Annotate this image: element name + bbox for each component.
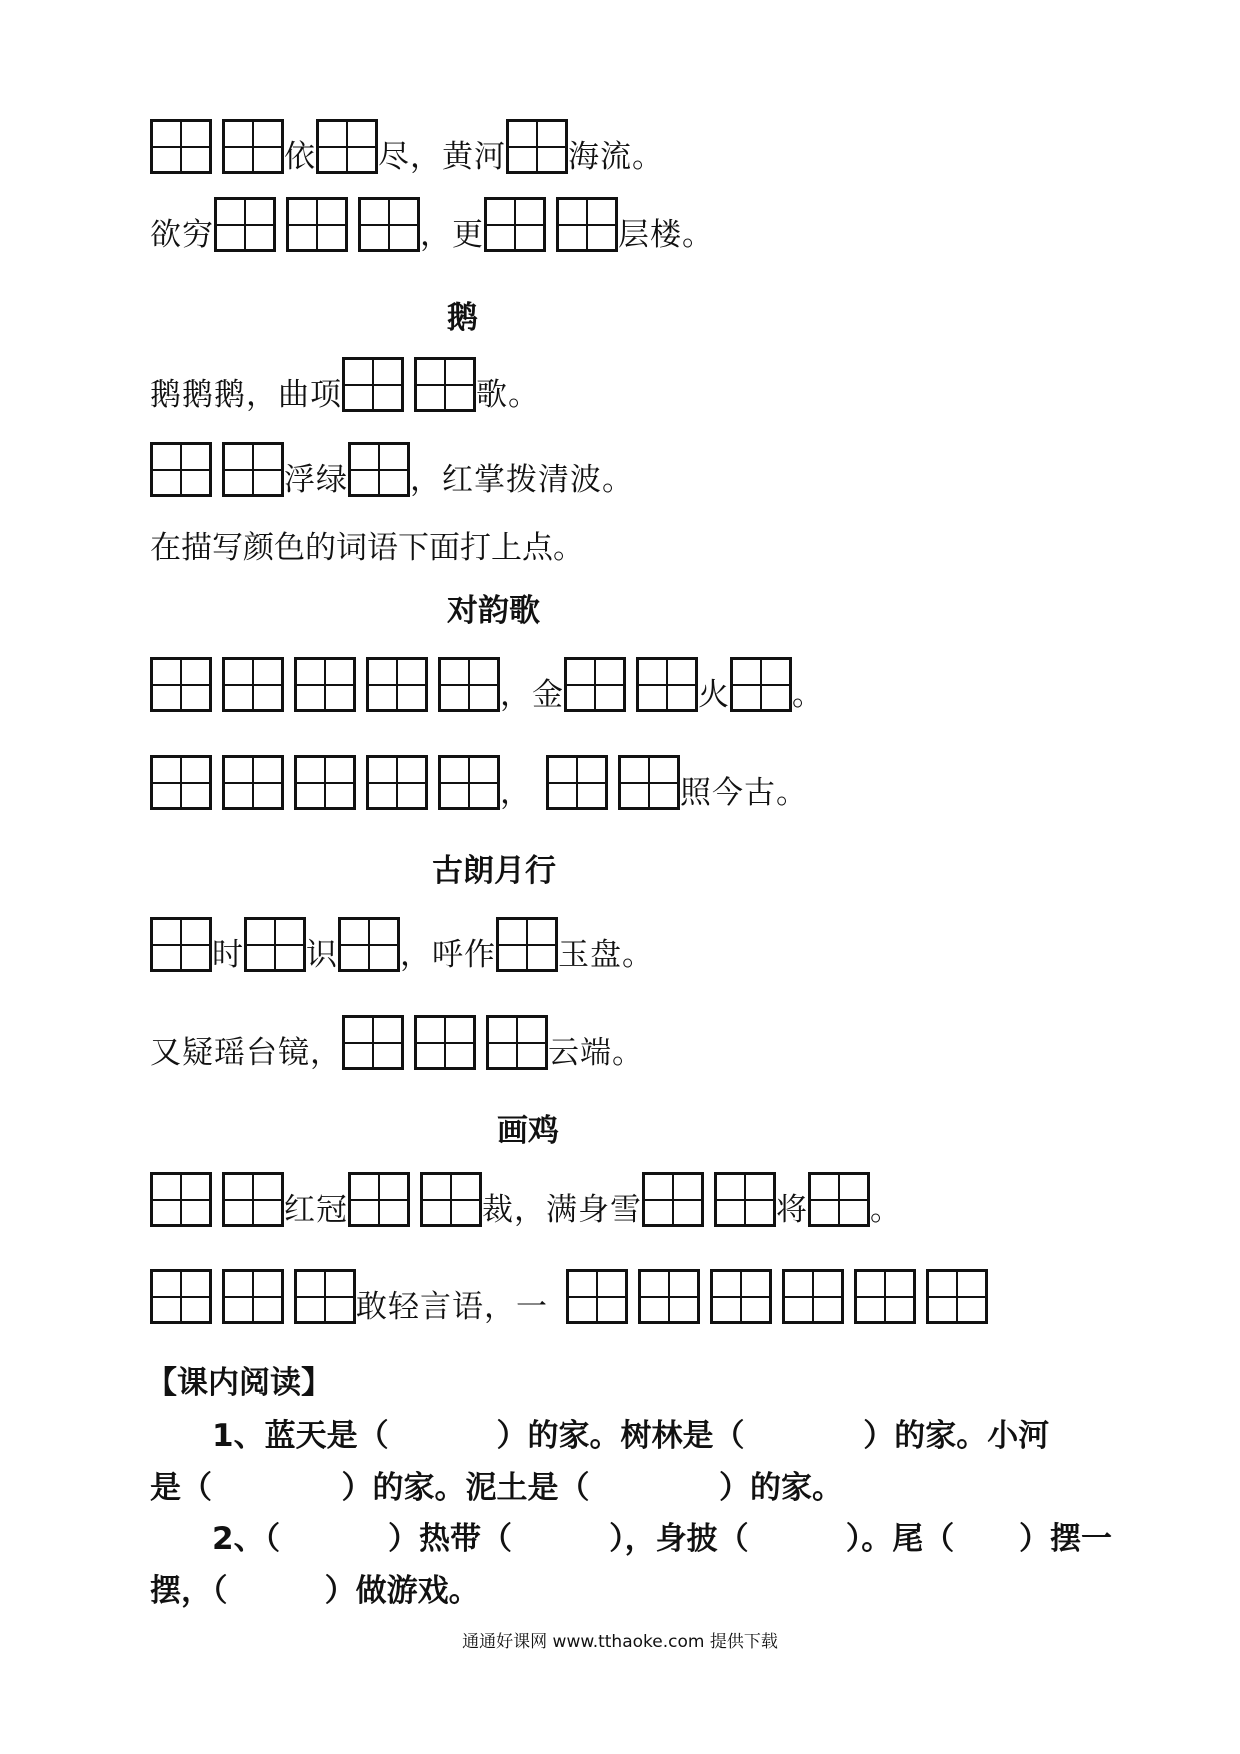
poem-text: 海流。 — [568, 139, 664, 175]
write-box[interactable] — [556, 197, 618, 252]
question-1-line1: 1、蓝天是（ ）的家。树林是（ ）的家。小河 — [212, 1418, 1050, 1454]
question-1-line2: 是（ ）的家。泥土是（ ）的家。 — [150, 1470, 844, 1506]
write-box[interactable] — [564, 657, 626, 712]
write-box[interactable] — [294, 755, 356, 810]
poem-title: 古朗月行 — [432, 853, 556, 889]
poem5-line2 — [150, 1262, 988, 1324]
write-box[interactable] — [414, 1015, 476, 1070]
poem-text: 敢轻言语，一 — [356, 1289, 548, 1325]
poem-text: ，红掌拨清波。 — [410, 462, 634, 498]
section-heading: 【课内阅读】 — [146, 1365, 332, 1401]
write-box[interactable] — [244, 917, 306, 972]
write-box[interactable] — [366, 657, 428, 712]
write-box[interactable] — [316, 119, 378, 174]
write-box[interactable] — [782, 1269, 844, 1324]
write-box[interactable] — [342, 357, 404, 412]
poem-text: ，呼作 — [400, 937, 496, 973]
write-box[interactable] — [926, 1269, 988, 1324]
write-box[interactable] — [150, 755, 212, 810]
poem-title: 鹅 — [447, 300, 478, 336]
write-box[interactable] — [358, 197, 420, 252]
poem-text: 。 — [870, 1192, 902, 1228]
write-box[interactable] — [420, 1172, 482, 1227]
poem-text: 时 — [212, 937, 244, 973]
write-box[interactable] — [546, 755, 608, 810]
instruction-text: 在描写颜色的词语下面打上点。 — [150, 530, 584, 566]
poem-text: 玉盘。 — [558, 937, 654, 973]
poem-text: 将 — [776, 1192, 808, 1228]
write-box[interactable] — [294, 657, 356, 712]
poem3-line1 — [150, 650, 824, 712]
question-2-line1: 2、（ ）热带（ ），身披（ ）。尾（ ）摆一 — [212, 1521, 1113, 1557]
poem-text: 歌。 — [476, 377, 540, 413]
poem-text: 照今古。 — [680, 775, 808, 811]
write-box[interactable] — [710, 1269, 772, 1324]
poem-text: 欲穷 — [150, 217, 214, 253]
poem3-line2 — [150, 748, 808, 810]
write-box[interactable] — [150, 1269, 212, 1324]
write-box[interactable] — [150, 119, 212, 174]
write-box[interactable] — [214, 197, 276, 252]
write-box[interactable] — [438, 755, 500, 810]
poem-text: ， — [500, 775, 532, 811]
poem-text: 又疑瑶台镜， — [150, 1035, 342, 1071]
write-box[interactable] — [150, 917, 212, 972]
write-box[interactable] — [414, 357, 476, 412]
poem-title: 对韵歌 — [447, 593, 540, 629]
write-box[interactable] — [642, 1172, 704, 1227]
poem-text: 。 — [792, 677, 824, 713]
poem4-line1 — [150, 910, 654, 972]
write-box[interactable] — [222, 1269, 284, 1324]
write-box[interactable] — [730, 657, 792, 712]
write-box[interactable] — [348, 1172, 410, 1227]
poem-text: 鹅鹅鹅，曲项 — [150, 377, 342, 413]
write-box[interactable] — [366, 755, 428, 810]
poem-text: 识 — [306, 937, 338, 973]
write-box[interactable] — [566, 1269, 628, 1324]
write-box[interactable] — [286, 197, 348, 252]
write-box[interactable] — [496, 917, 558, 972]
write-box[interactable] — [150, 442, 212, 497]
poem4-line2 — [150, 1008, 644, 1070]
poem-text: 层楼。 — [618, 217, 714, 253]
write-box[interactable] — [294, 1269, 356, 1324]
write-box[interactable] — [150, 1172, 212, 1227]
write-box[interactable] — [348, 442, 410, 497]
poem-text: 裁，满身雪 — [482, 1192, 642, 1228]
write-box[interactable] — [484, 197, 546, 252]
write-box[interactable] — [636, 657, 698, 712]
write-box[interactable] — [618, 755, 680, 810]
write-box[interactable] — [714, 1172, 776, 1227]
poem-text: 依 — [284, 139, 316, 175]
write-box[interactable] — [638, 1269, 700, 1324]
poem-title: 画鸡 — [497, 1113, 559, 1149]
poem-text: 尽，黄河 — [378, 139, 506, 175]
poem-text: 云端。 — [548, 1035, 644, 1071]
write-box[interactable] — [222, 657, 284, 712]
write-box[interactable] — [150, 657, 212, 712]
write-box[interactable] — [222, 442, 284, 497]
poem-text: 浮绿 — [284, 462, 348, 498]
write-box[interactable] — [222, 755, 284, 810]
poem2-line1 — [150, 350, 540, 412]
poem-text: ，更 — [420, 217, 484, 253]
write-box[interactable] — [854, 1269, 916, 1324]
poem1-line2 — [150, 190, 714, 252]
poem-text: 红冠 — [284, 1192, 348, 1228]
write-box[interactable] — [222, 119, 284, 174]
poem2-line2 — [150, 435, 634, 497]
write-box[interactable] — [506, 119, 568, 174]
write-box[interactable] — [438, 657, 500, 712]
write-box[interactable] — [338, 917, 400, 972]
write-box[interactable] — [808, 1172, 870, 1227]
poem1-line1 — [150, 112, 664, 174]
footer-credit: 通通好课网 www.tthaoke.com 提供下载 — [462, 1632, 778, 1652]
poem-text: 火 — [698, 677, 730, 713]
write-box[interactable] — [342, 1015, 404, 1070]
question-2-line2: 摆，（ ）做游戏。 — [150, 1573, 480, 1609]
poem5-line1 — [150, 1165, 902, 1227]
write-box[interactable] — [222, 1172, 284, 1227]
write-box[interactable] — [486, 1015, 548, 1070]
poem-text: ，金 — [500, 677, 564, 713]
